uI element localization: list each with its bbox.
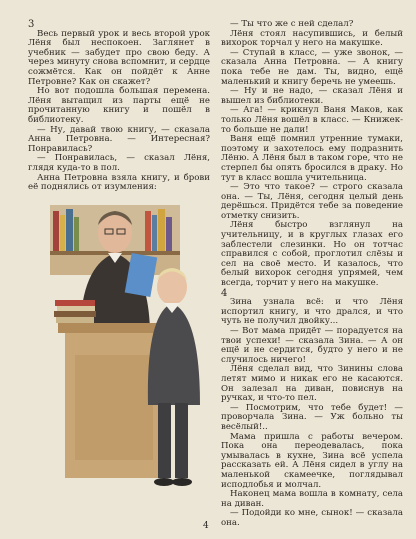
paragraph: — Это что такое? — строго сказала она. — Ты, Лёня, сегодня целый день дерёшься. Придётся тебе за поведение отметку снизить. <box>221 182 403 221</box>
paragraph: — Ты что же с ней сделал? <box>230 19 354 29</box>
paragraph: Лёня стоял насупившись, и белый вихорок торчал у него на макушке. <box>221 28 403 49</box>
paragraph: — Ну и не надо, — сказал Лёня и вышел из библиотеки. <box>221 86 403 106</box>
paragraph: Но вот подошла большая перемена. Лёня вытащил из парты ещё не прочитанную книгу и пошёл в библиотеку. <box>28 86 210 125</box>
paragraph: — Подойди ко мне, сынок! — сказала она. <box>221 508 403 528</box>
book-stack <box>54 300 96 323</box>
right-column <box>221 20 403 528</box>
left-column <box>28 20 210 193</box>
paragraph: Лёня быстро взглянул на учительницу, и в круглых глазах его заблестели слезинки. Но он тотчас справился с собой, проглотил слёзы и сел на своё место. И казалось, что белый вихорок сегодня упрямей, чем всегда, торчит у него на макушке. <box>221 220 403 289</box>
chapter-number: 3 <box>28 19 35 30</box>
paragraph: Анна Петровна взяла книгу, и брови её поднялись от изумления: <box>28 172 210 193</box>
paragraph: — Посмотрим, что тебе будет! — проворчала Зина. — Уж больно ты весёлый!.. <box>221 402 403 432</box>
paragraph: — Ну, давай твою книгу, — сказала Анна Петровна. — Интересная? Понравилась? <box>28 124 210 154</box>
paragraph: Лёня сделал вид, что Зинины слова летят мимо и никак его не касаются. Он залезал на диван, повиснув на ручках, и что-то пел. <box>221 364 403 404</box>
paragraph: — Ага! — крикнул Ваня Маков, как только Лёня вошёл в класс. — Книжек-то больше не дали! <box>221 105 403 135</box>
paragraph: Весь первый урок и весь второй урок Лёня был неспокоен. Заглянет в учебник — забудет про свою беду. А через минуту снова вспомнит, и сердце сожмётся. Как он пойдёт к Анне Петровне? Как он скажет? <box>28 28 210 87</box>
paragraph: — Вот мама придёт — порадуется на твои успехи! — сказала Зина. — А он ещё и не сердится, будто у него и не случилось ничего! <box>221 326 403 365</box>
page-number: 4 <box>203 521 209 531</box>
paragraph: Ваня ещё помнил утренние тумаки, поэтому и захотелось ему подразнить Лёню. А Лёня был в таком горе, что не стерпел бы опять бросился в драку. Но тут в класс вошла учительница. <box>221 134 403 183</box>
paragraph: — Понравилась, — сказал Лёня, глядя куда-то в пол. <box>28 153 210 173</box>
chapter-number: 4 <box>221 287 228 299</box>
paragraph: Мама пришла с работы вечером. Пока она переодевалась, пока умывалась в кухне, Зина всё успела рассказать ей. А Лёня сидел в углу на маленькой скамеечке, поглядывал исподлобья и молчал. <box>221 431 403 490</box>
paragraph: Зина узнала всё: и что Лёня испортил книгу, и что дрался, и что чуть не получил двойку... <box>221 297 403 327</box>
illustration-librarian-and-boy <box>50 205 220 495</box>
paragraph: — Ступай в класс, — уже звонок, — сказала Анна Петровна. — А книгу пока тебе не дам. Ты, видно, ещё маленький и книгу беречь не умеешь. <box>221 47 403 87</box>
paragraph: Наконец мама вошла в комнату, села на диван. <box>221 489 403 509</box>
